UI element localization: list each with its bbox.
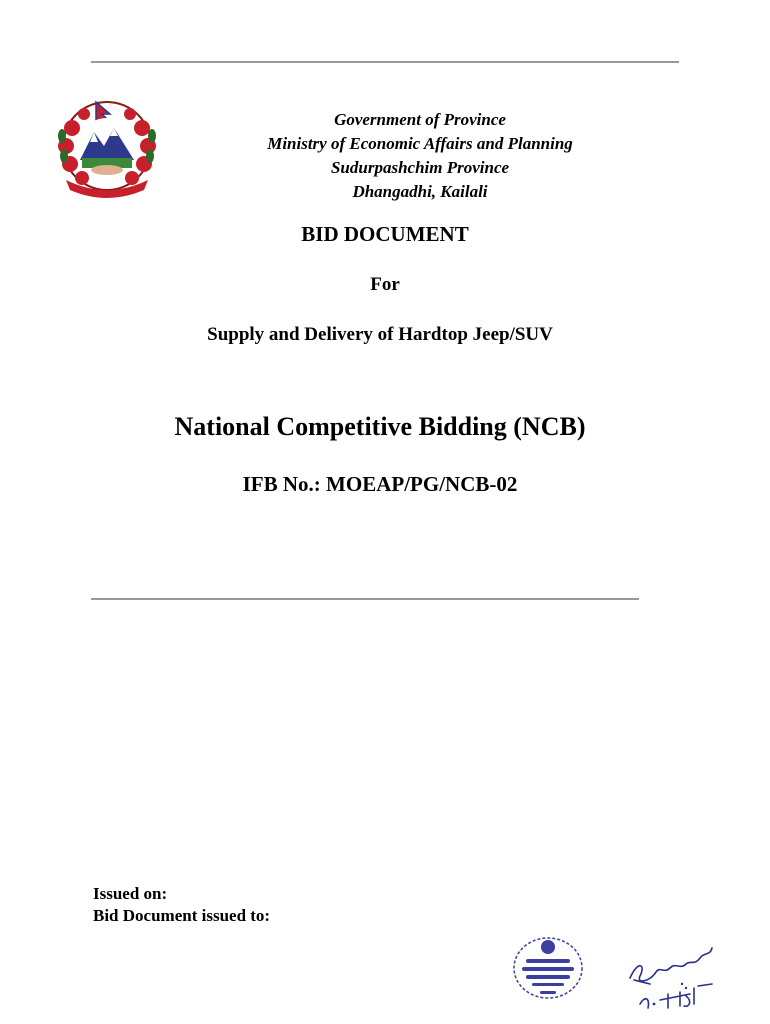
- header-government: Government of Province: [334, 110, 506, 129]
- header-province: Sudurpashchim Province: [330, 158, 510, 177]
- document-subject: Supply and Delivery of Hardtop Jeep/SUV: [207, 324, 553, 345]
- signature-icon: [620, 938, 720, 1018]
- document-for-label: For: [370, 274, 400, 295]
- top-divider: [91, 61, 679, 63]
- issued-to-label: Bid Document issued to:: [93, 906, 271, 925]
- nepal-emblem-icon: [52, 98, 162, 198]
- header-ministry: Ministry of Economic Affairs and Planning: [267, 134, 573, 153]
- procurement-method: National Competitive Bidding (NCB): [174, 412, 586, 441]
- ifb-number: IFB No.: MOEAP/PG/NCB-02: [242, 472, 518, 496]
- middle-divider: [91, 598, 639, 600]
- issuing-authority-header: [200, 108, 640, 204]
- office-stamp-icon: [508, 933, 588, 1003]
- header-location: Dhangadhi, Kailali: [352, 182, 488, 201]
- document-title: BID DOCUMENT: [301, 222, 469, 246]
- issued-on-label: Issued on:: [93, 884, 168, 903]
